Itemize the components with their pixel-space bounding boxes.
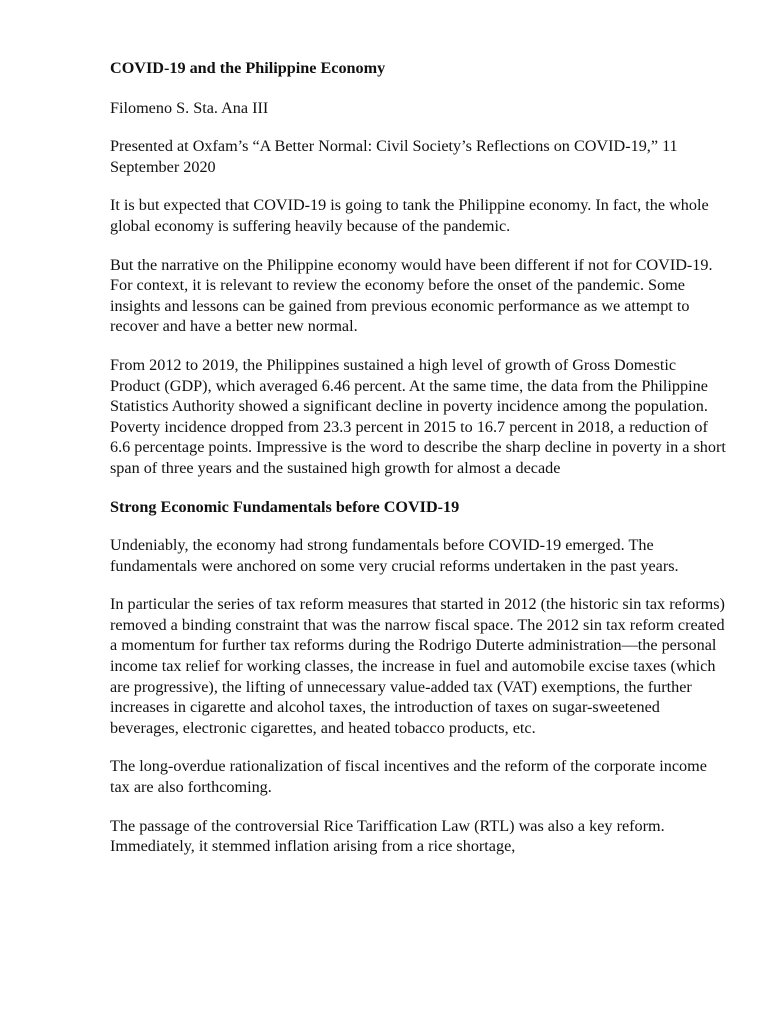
body-paragraph: The passage of the controversial Rice Tariffication Law (RTL) was also a key reform. Immediately, it stemmed inflation arising from a rice shortage, [110,816,665,856]
body-paragraph: But the narrative on the Philippine economy would have been different if not for COVID-19. For context, it is relevant to review the economy before the onset of the pandemic. Some insights and lessons can be gained from previous economic performance as we attempt to recover and have a better new normal. [110,255,713,336]
body-paragraph: The long-overdue rationalization of fiscal incentives and the reform of the corporate income tax are also forthcoming. [110,757,707,797]
presentation-venue: Presented at Oxfam’s “A Better Normal: Civil Society’s Reflections on COVID-19,” 11 September 2020 [110,137,678,176]
section-heading: Strong Economic Fundamentals before COVID-19 [110,497,460,516]
body-paragraph: Undeniably, the economy had strong fundamentals before COVID-19 emerged. The fundamentals were anchored on some very crucial reforms undertaken in the past years. [110,536,679,575]
document-title: COVID-19 and the Philippine Economy [110,59,386,77]
body-paragraph: In particular the series of tax reform measures that started in 2012 (the historic sin tax reforms) removed a binding constraint that was the narrow fiscal space. The 2012 sin tax reform created a momentum for further tax reforms during the Rodrigo Duterte administration—the personal income tax relief for working classes, the increase in fuel and automobile excise taxes (which are progressive), the lifting of unnecessary value-added tax (VAT) exemptions, the further increases in cigarette and alcohol taxes, the introduction of taxes on sugar-sweetened beverages, electronic cigarettes, and heated tobacco products, etc. [110,595,725,737]
body-paragraph: It is but expected that COVID-19 is going to tank the Philippine economy. In fact, the whole global economy is suffering heavily because of the pandemic. [110,196,709,235]
body-paragraph: From 2012 to 2019, the Philippines sustained a high level of growth of Gross Domestic Product (GDP), which averaged 6.46 percent. At the same time, the data from the Philippine Statistics Authority showed a significant decline in poverty incidence among the population. Poverty incidence dropped from 23.3 percent in 2015 to 16.7 percent in 2018, a reduction of 6.6 percentage points. Impressive is the word to describe the sharp decline in poverty in a short span of three years and the sustained high growth for almost a decade [110,355,726,477]
author-name: Filomeno S. Sta. Ana III [110,98,269,117]
